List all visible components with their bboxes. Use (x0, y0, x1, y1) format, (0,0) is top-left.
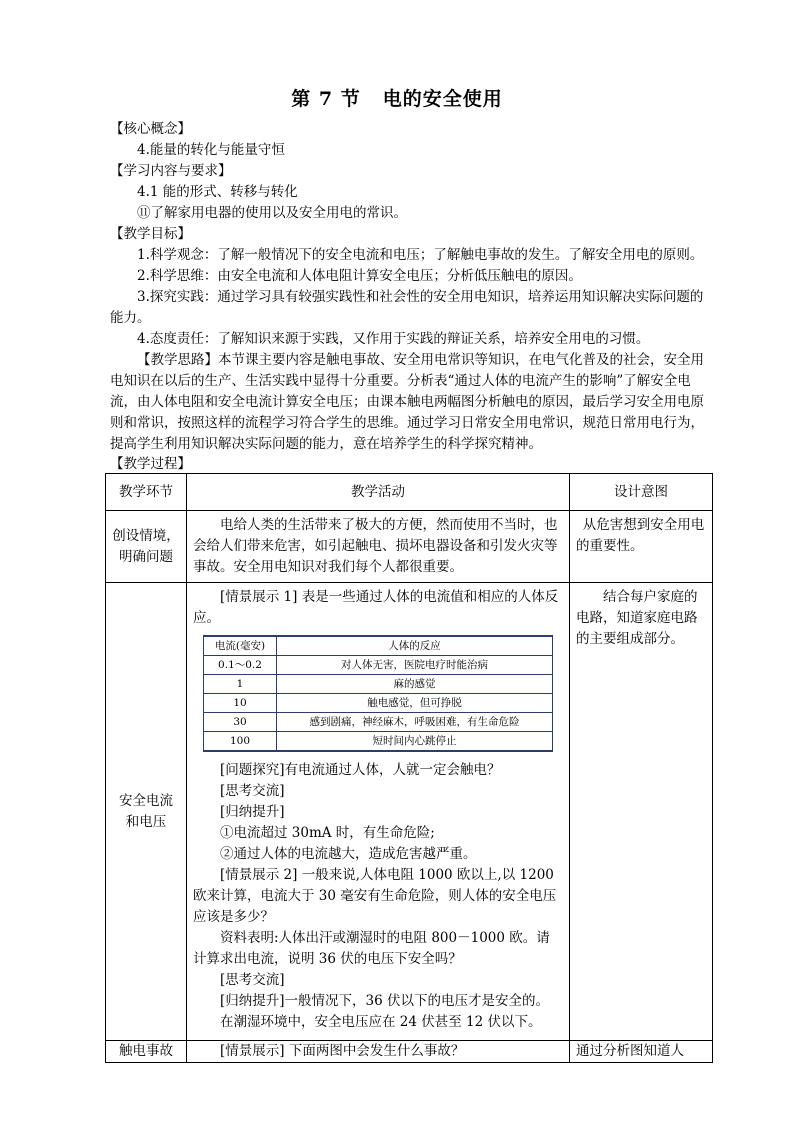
section-name: 电的安全使用 (382, 88, 503, 110)
header-intent: 设计意图 (570, 474, 713, 511)
inner-row (204, 713, 553, 732)
approach-paragraph (110, 350, 710, 455)
content-req-item: 4.1 能的形式、转移与转化 (137, 184, 298, 200)
content-req-detail: ⑪了解家用电器的使用以及安全用电的常识。 (137, 205, 407, 221)
current-value: 100 (204, 732, 277, 752)
intent-cell: 通过分析图知道人 (570, 1041, 713, 1063)
reaction-text: 对人体无害，医院电疗时能治病 (277, 656, 553, 675)
activity-text: 电给人类的生活带来了极大的方便，然而使用不当时，也会给人们带来危害，如引起触电、损坏电器设备和引发火灾等事故。安全用电知识对我们每个人都很重要。 (193, 517, 558, 575)
process-header-row (106, 474, 713, 511)
goal-item: 4.态度责任：了解知识来源于实践，又作用于实践的辩证关系，培养安全用电的习惯。 (137, 331, 650, 347)
page-title (0, 84, 794, 111)
stage-cell (106, 583, 187, 1041)
goal-item: 1.科学观念：了解一般情况下的安全电流和电压；了解触电事故的发生。了解安全用电的原则。 (137, 247, 704, 263)
intent-text: 从危害想到安全用电的重要性。 (576, 517, 705, 554)
process-heading: 【教学过程】 (110, 456, 191, 472)
stage-cell: 触电事故 (106, 1041, 187, 1063)
current-value: 1 (204, 675, 277, 694)
reaction-text: 麻的感觉 (277, 675, 553, 694)
inner-row (204, 732, 553, 752)
current-effect-table (203, 635, 553, 752)
activity-text: [情景展示] 下面两图中会发生什么事故？ (220, 1043, 465, 1059)
goal-item: 3.探究实践：通过学习具有较强实践性和社会性的安全用电知识，培养运用知识解决实际问题的能力。 (110, 289, 704, 326)
activity-cell (187, 1041, 570, 1063)
section-number: 第 7 节 (291, 88, 361, 110)
activity-line: ②通过人体的电流越大，造成危害越严重。 (220, 846, 477, 862)
current-value: 0.1～0.2 (204, 656, 277, 675)
activity-line: [问题探究]有电流通过人体，人就一定会触电？ (220, 762, 501, 778)
reaction-text: 触电感觉，但可挣脱 (277, 694, 553, 713)
activity-cell (187, 583, 570, 1041)
table-row (106, 1041, 713, 1063)
approach-text: 本节课主要内容是触电事故、安全用电常识等知识，在电气化普及的社会，安全用电知识在以后的生产、生活实践中显得十分重要。分析表“通过人体的电流产生的影响”了解安全电流，由人体电阻和安全电流计算安全电压；由课本触电两幅图分析触电的原因，最后学习安全用电原则和常识，按照这样的流程学习符合学生的思维。通过学习日常安全用电常识，规范日常用电行为，提高学生利用知识解决实际问题的能力，意在培养学生的科学探究精神。 (110, 352, 704, 452)
table-row (106, 583, 713, 1041)
stage-cell: 创设情境，明确问题 (106, 511, 187, 583)
goal-item: 2.科学思维：由安全电流和人体电阻计算安全电压；分析低压触电的原因。 (137, 268, 582, 284)
activity-line: [思考交流] (220, 783, 285, 799)
approach-heading: 【教学思路】 (137, 352, 218, 368)
reaction-text: 短时间内心跳停止 (277, 732, 553, 752)
activity-line: 资料表明:人体出汗或潮湿时的电阻 800－1000 欧。请计算求出电流，说明 36 伏的电压下安全吗？ (193, 930, 550, 967)
activity-line: [归纳提升]一般情况下，36 伏以下的电压才是安全的。 (220, 993, 550, 1009)
current-value: 30 (204, 713, 277, 732)
activity-line: ①电流超过 30mA 时，有生命危险; (220, 825, 435, 841)
activity-line: [归纳提升] (220, 804, 285, 820)
content-req-heading: 【学习内容与要求】 (110, 163, 232, 179)
process-table (105, 473, 713, 1063)
activity-intro: [情景展示 1] 表是一些通过人体的电流值和相应的人体反应。 (193, 589, 559, 626)
table-row (106, 511, 713, 583)
activity-line: [思考交流] (220, 972, 285, 988)
activity-line: [情景展示 2] 一般来说,人体电阻 1000 欧以上,以 1200 欧来计算，电流大于 30 毫安有生命危险，则人体的安全电压应该是多少？ (193, 867, 557, 925)
core-concept-heading: 【核心概念】 (110, 121, 191, 137)
activity-line: 在潮湿环境中，安全电压应在 24 伏甚至 12 伏以下。 (220, 1014, 542, 1030)
intent-cell (570, 511, 713, 583)
inner-header-current: 电流(毫安) (204, 636, 277, 656)
intent-cell (570, 583, 713, 1041)
reaction-text: 感到剧痛，神经麻木，呼吸困难，有生命危险 (277, 713, 553, 732)
stage-text: 安全电流和电压 (119, 792, 173, 830)
inner-row (204, 694, 553, 713)
inner-header-reaction: 人体的反应 (277, 636, 553, 656)
inner-row (204, 656, 553, 675)
header-activity: 教学活动 (187, 474, 570, 511)
goals-heading: 【教学目标】 (110, 226, 191, 242)
header-stage: 教学环节 (106, 474, 187, 511)
activity-cell (187, 511, 570, 583)
current-value: 10 (204, 694, 277, 713)
core-concept-text: 4.能量的转化与能量守恒 (137, 142, 285, 158)
inner-row (204, 675, 553, 694)
inner-header-row (204, 636, 553, 656)
intent-text: 结合每户家庭的电路，知道家庭电路的主要组成部分。 (576, 589, 698, 647)
